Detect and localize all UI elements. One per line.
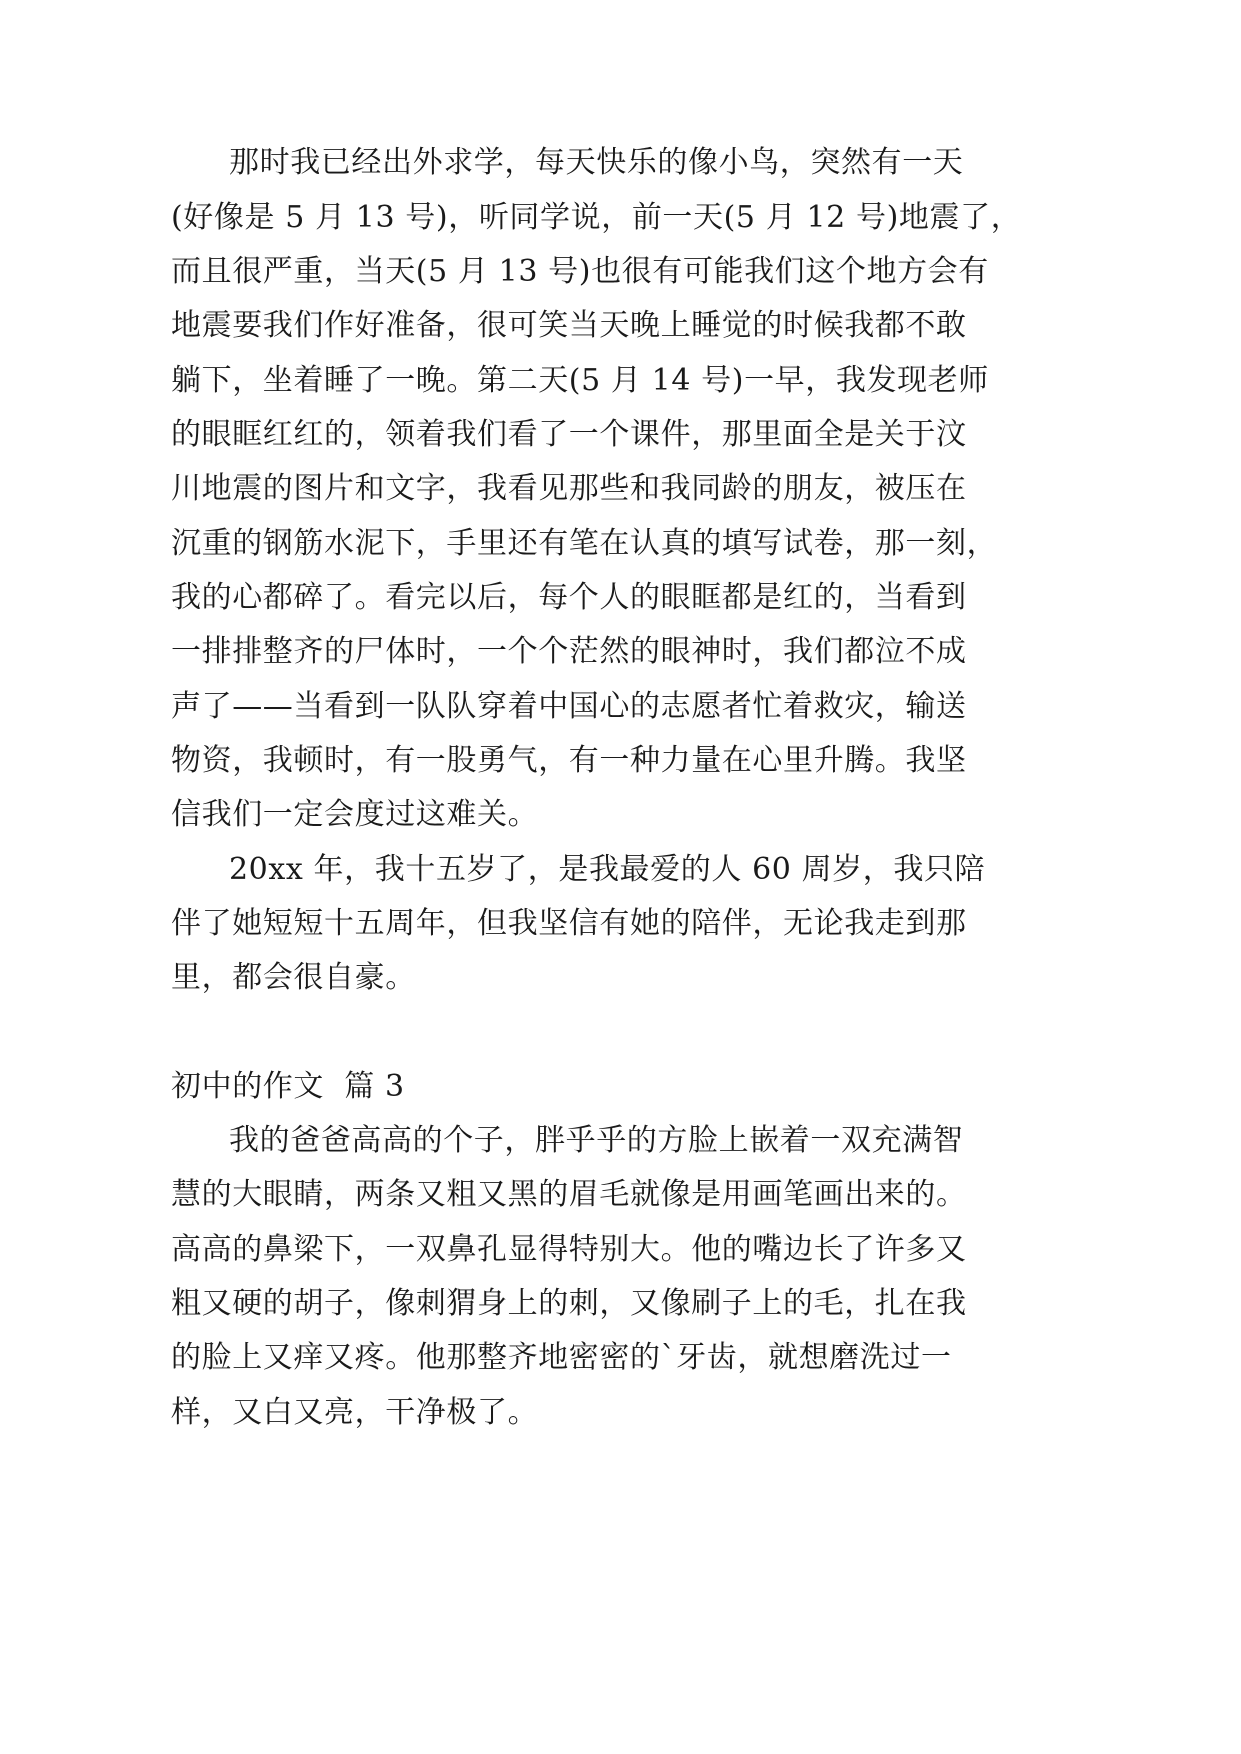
text-line: 川地震的图片和文字，我看见那些和我同龄的朋友，被压在 <box>171 471 967 506</box>
text-line: 伴了她短短十五周年，但我坚信有她的陪伴，无论我走到那 <box>171 906 967 941</box>
text-line: 粗又硬的胡子，像刺猬身上的刺，又像刷子上的毛，扎在我 <box>171 1286 967 1321</box>
text-line: 而且很严重，当天(5 月 13 号)也很有可能我们这个地方会有 <box>171 254 989 289</box>
text-line: 慧的大眼睛，两条又粗又黑的眉毛就像是用画笔画出来的。 <box>171 1177 967 1212</box>
text-line: 信我们一定会度过这难关。 <box>171 797 539 832</box>
text-line: 我的爸爸高高的个子，胖乎乎的方脸上嵌着一双充满智 <box>229 1123 964 1158</box>
text-line: 20xx 年，我十五岁了，是我最爱的人 60 周岁，我只陪 <box>229 852 986 887</box>
text-line: 声了——当看到一队队穿着中国心的志愿者忙着救灾，输送 <box>171 689 967 724</box>
text-line: 高高的鼻梁下，一双鼻孔显得特别大。他的嘴边长了许多又 <box>171 1232 967 1267</box>
text-line: 样，又白又亮，干净极了。 <box>171 1395 539 1430</box>
text-line: 物资，我顿时，有一股勇气，有一种力量在心里升腾。我坚 <box>171 743 967 778</box>
text-line: 里，都会很自豪。 <box>171 960 416 995</box>
text-line: 那时我已经出外求学，每天快乐的像小鸟，突然有一天 <box>229 145 964 180</box>
text-line: 一排排整齐的尸体时，一个个茫然的眼神时，我们都泣不成 <box>171 634 967 669</box>
text-line: 躺下，坐着睡了一晚。第二天(5 月 14 号)一早，我发现老师 <box>171 363 989 398</box>
text-line: 地震要我们作好准备，很可笑当天晚上睡觉的时候我都不敢 <box>171 308 967 343</box>
text-line: 我的心都碎了。看完以后，每个人的眼眶都是红的，当看到 <box>171 580 967 615</box>
text-line: (好像是 5 月 13 号)，听同学说，前一天(5 月 12 号)地震了， <box>171 200 1022 235</box>
text-line: 的眼眶红红的，领着我们看了一个课件，那里面全是关于汶 <box>171 417 967 452</box>
text-line: 的脸上又痒又疼。他那整齐地密密的`牙齿，就想磨洗过一 <box>171 1340 952 1375</box>
text-line: 沉重的钢筋水泥下，手里还有笔在认真的填写试卷，那一刻， <box>171 526 998 561</box>
section-heading: 初中的作文 篇 3 <box>171 1069 405 1104</box>
